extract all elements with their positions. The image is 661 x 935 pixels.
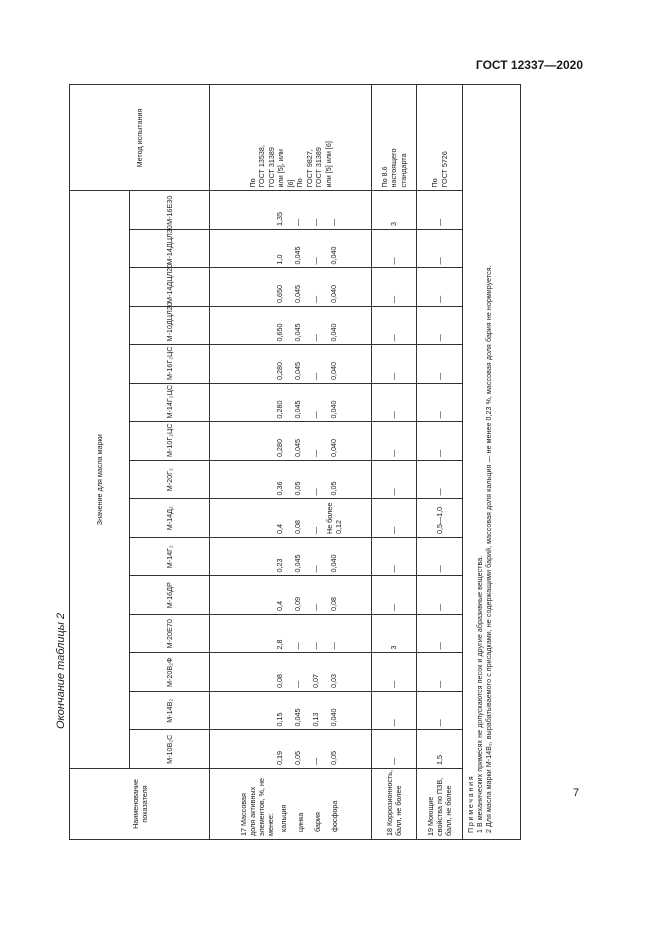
- value-entry: 0,07: [310, 674, 320, 688]
- value-cell: [210, 615, 372, 654]
- parameter-name-header: Наименование показателя: [70, 769, 210, 840]
- value-cell: [210, 653, 372, 692]
- value-cell: 0,5—1,0: [417, 499, 463, 538]
- value-entry: 0,045: [292, 400, 302, 419]
- value-cell: —: [372, 384, 417, 423]
- rotated-table-container: [69, 85, 493, 840]
- parameter-name-line: доля активных: [247, 786, 257, 836]
- value-entry: —: [310, 449, 320, 457]
- document-id: ГОСТ 12337—2020: [475, 58, 583, 72]
- value-entry: 0,280: [274, 400, 284, 419]
- value-entry: 0,36: [274, 481, 284, 496]
- note-item: 1 В механических примесях не допускаются песок и другие абразивные вещества.: [477, 555, 484, 833]
- value-entry: 0,045: [292, 285, 302, 303]
- value-entry: 0,040: [328, 554, 338, 573]
- parameter-name-cell: [210, 769, 372, 840]
- value-entry: 0,045: [292, 439, 302, 457]
- value-entry: —: [310, 411, 320, 419]
- value-entry: 0,045: [292, 323, 302, 342]
- method-line: ГОСТ 9827,: [304, 149, 314, 188]
- value-entry: 0,040: [328, 439, 338, 457]
- value-entry: 0,650: [274, 323, 284, 342]
- parameter-name-line: 19 Моющие: [426, 796, 435, 836]
- mark-header: М-14ДЦЛ30: [130, 230, 210, 269]
- value-cell: —: [372, 538, 417, 577]
- value-cell: —: [372, 461, 417, 500]
- method-line: По: [247, 178, 257, 188]
- mark-header: М-14Д₂: [130, 499, 210, 538]
- value-entry: —: [310, 295, 320, 303]
- value-entry: —: [310, 642, 320, 650]
- mark-header: М-14Г₂ЦС: [130, 384, 210, 423]
- value-entry: 0,19: [274, 751, 284, 765]
- value-cell: —: [417, 653, 463, 692]
- method-line: ГОСТ 13538,: [257, 145, 267, 188]
- value-cell: —: [372, 499, 417, 538]
- parameter-name-line: менее:: [265, 813, 275, 836]
- parameter-name-line: свойства по ПЗВ,: [435, 777, 444, 836]
- value-entry: 0,280: [274, 362, 284, 380]
- parameter-name-line: элементов, %, не: [256, 778, 266, 836]
- value-cell: —: [417, 384, 463, 423]
- method-line: ГОСТ 31389: [266, 147, 276, 188]
- mark-group-header: Значение для масла марки: [70, 191, 130, 769]
- value-entry: 0,08: [328, 597, 338, 611]
- value-entry: 0,03: [328, 674, 338, 688]
- value-entry: 0,040: [328, 323, 338, 342]
- value-cell: [210, 538, 372, 577]
- element-subrow-label: кальция: [278, 804, 288, 832]
- value-cell: —: [417, 191, 463, 230]
- value-entry: —: [310, 565, 320, 573]
- method-line: или [5] или [6]: [323, 141, 333, 188]
- parameter-name-line: 18 Коррозионность,: [385, 770, 394, 836]
- value-entry: Не более 0,12: [324, 502, 343, 534]
- value-entry: —: [310, 372, 320, 380]
- value-entry: —: [310, 257, 320, 265]
- value-cell: [210, 307, 372, 346]
- value-cell: —: [372, 422, 417, 461]
- parameter-name-cell: [417, 769, 463, 840]
- value-entry: 0,05: [292, 481, 302, 496]
- value-entry: 0,23: [274, 558, 284, 573]
- value-cell: [210, 576, 372, 615]
- value-cell: —: [417, 307, 463, 346]
- mark-header: М-10Г₂ЦС: [130, 422, 210, 461]
- value-entry: —: [310, 218, 320, 226]
- value-cell: —: [417, 268, 463, 307]
- parameter-name-line: 17 Массовая: [238, 793, 248, 836]
- value-cell: —: [417, 692, 463, 731]
- value-cell: 1,5: [417, 730, 463, 769]
- value-entry: 0,040: [328, 708, 338, 727]
- value-cell: —: [417, 538, 463, 577]
- value-cell: —: [372, 692, 417, 731]
- value-cell: —: [372, 268, 417, 307]
- method-cell: [372, 85, 417, 191]
- method-line: [6]: [285, 179, 295, 188]
- value-cell: —: [417, 576, 463, 615]
- mark-header: М-14ДЦЛ20: [130, 268, 210, 307]
- value-cell: 3: [372, 615, 417, 654]
- value-entry: 0,280: [274, 439, 284, 457]
- value-cell: [210, 191, 372, 230]
- value-cell: [210, 422, 372, 461]
- mark-header: М-20Г₂: [130, 461, 210, 500]
- mark-header: М-14Г₂: [130, 538, 210, 577]
- method-line: настоящего: [389, 148, 399, 188]
- value-entry: —: [310, 488, 320, 496]
- value-entry: 0,08: [292, 520, 302, 534]
- value-cell: —: [417, 461, 463, 500]
- method-cell: [417, 85, 463, 191]
- specification-table: [69, 85, 521, 841]
- value-cell: —: [372, 653, 417, 692]
- value-entry: 1,35: [274, 212, 284, 226]
- value-entry: —: [292, 642, 302, 650]
- value-entry: —: [292, 680, 302, 688]
- value-entry: 0,08: [274, 674, 284, 688]
- element-subrow-label: бария: [312, 812, 322, 832]
- mark-header: М-20Е70: [130, 615, 210, 654]
- notes-title: Примечания: [468, 774, 475, 833]
- value-entry: —: [310, 334, 320, 342]
- value-entry: —: [328, 218, 338, 226]
- value-cell: —: [372, 576, 417, 615]
- method-line: или [5], или: [276, 149, 286, 188]
- value-cell: [210, 730, 372, 769]
- value-cell: [210, 345, 372, 384]
- parameter-name-line: балл, не более: [444, 785, 453, 836]
- value-cell: —: [372, 230, 417, 269]
- value-entry: 0,13: [310, 712, 320, 727]
- parameter-name-line: балл, не более: [394, 785, 403, 836]
- value-entry: —: [310, 603, 320, 611]
- element-subrow-label: фосфора: [329, 800, 339, 832]
- table-caption: Окончание таблицы 2: [55, 612, 67, 729]
- method-line: ГОСТ 5726: [439, 151, 449, 188]
- value-cell: [210, 692, 372, 731]
- value-cell: —: [372, 345, 417, 384]
- value-entry: 0,650: [274, 285, 284, 303]
- value-entry: 0,040: [328, 362, 338, 380]
- value-entry: 0,05: [328, 481, 338, 496]
- value-entry: 0,05: [292, 751, 302, 765]
- mark-header: М-14В₂: [130, 692, 210, 731]
- value-cell: —: [372, 730, 417, 769]
- element-subrow-label: цинка: [295, 812, 305, 832]
- value-entry: 0,09: [292, 597, 302, 611]
- value-entry: 0,040: [328, 285, 338, 303]
- value-cell: [210, 461, 372, 500]
- mark-header: М-10ДЦЛ20: [130, 307, 210, 346]
- mark-header: М-16Г₂ЦС: [130, 345, 210, 384]
- value-cell: 3: [372, 191, 417, 230]
- value-entry: 0,040: [328, 246, 338, 265]
- mark-header: М-16ДР: [130, 576, 210, 615]
- value-entry: 0,040: [328, 400, 338, 419]
- value-entry: 0,045: [292, 708, 302, 727]
- method-header: Метод испытания: [70, 85, 210, 191]
- method-cell: [210, 85, 372, 191]
- value-entry: 0,05: [328, 751, 338, 765]
- method-line: стандарта: [398, 153, 408, 188]
- value-cell: [210, 230, 372, 269]
- parameter-name-cell: [372, 769, 417, 840]
- value-cell: [210, 268, 372, 307]
- value-entry: —: [328, 642, 338, 650]
- value-cell: —: [417, 230, 463, 269]
- method-line: По: [295, 178, 305, 188]
- mark-header: М-16Е30: [130, 191, 210, 230]
- value-cell: —: [372, 307, 417, 346]
- value-cell: [210, 384, 372, 423]
- value-entry: 1,0: [274, 254, 284, 265]
- value-cell: —: [417, 422, 463, 461]
- value-entry: 0,15: [274, 712, 284, 727]
- mark-header: М-20В₂Ф: [130, 653, 210, 692]
- value-cell: —: [417, 345, 463, 384]
- page-number: 7: [573, 787, 580, 799]
- method-line: ГОСТ 31389: [314, 147, 324, 188]
- value-entry: —: [310, 526, 320, 534]
- value-entry: —: [310, 757, 320, 765]
- mark-header: М-10В₂С: [130, 730, 210, 769]
- note-item: 2 Для масла марки М-14В₂, вырабатываемого с присадками, не содержащими барий, массовая доля кальция — не менее 0,23 %, массовая доля бария не нормируется.: [486, 265, 493, 833]
- value-entry: 0,4: [274, 601, 284, 611]
- value-entry: 0,045: [292, 246, 302, 265]
- value-entry: 0,4: [274, 524, 284, 534]
- value-entry: 0,045: [292, 554, 302, 573]
- value-entry: —: [292, 218, 302, 226]
- method-line: По 8.6: [379, 166, 389, 188]
- value-entry: 2,8: [274, 639, 284, 650]
- method-line: По: [430, 178, 439, 188]
- value-cell: [210, 499, 372, 538]
- value-entry: 0,045: [292, 362, 302, 380]
- value-cell: —: [417, 615, 463, 654]
- table-notes: [463, 85, 521, 840]
